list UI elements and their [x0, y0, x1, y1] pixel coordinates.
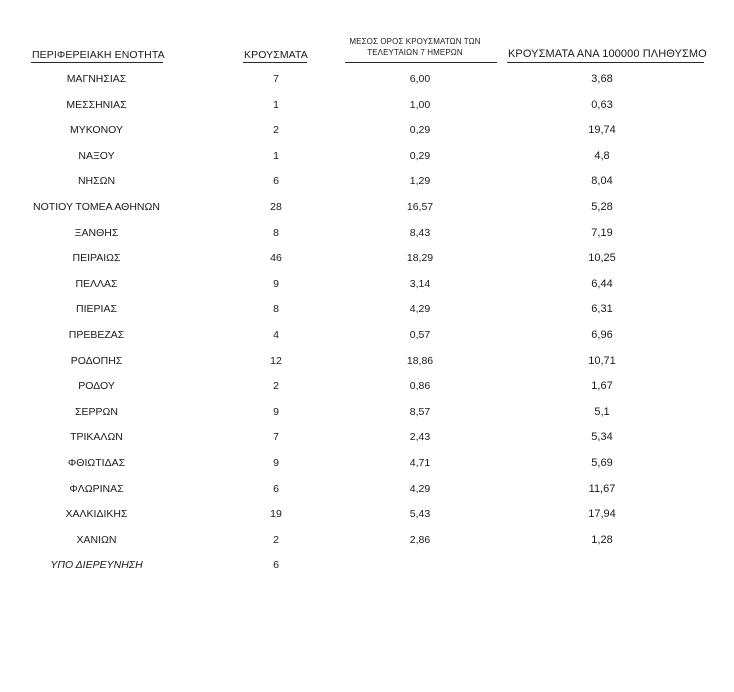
- cell-region: ΧΑΝΙΩΝ: [76, 533, 117, 546]
- cell-cases: 12: [270, 354, 282, 367]
- cell-region: ΧΑΛΚΙΔΙΚΗΣ: [65, 508, 128, 521]
- cell-region: ΜΥΚΟΝΟΥ: [69, 124, 123, 137]
- cell-avg-7d: 2,86: [409, 533, 431, 546]
- cell-per-100k: 10,71: [588, 354, 616, 367]
- cell-avg-7d: 0,29: [409, 149, 431, 162]
- cell-per-100k: 7,19: [591, 226, 613, 239]
- cell-region: ΝΑΞΟΥ: [78, 149, 115, 162]
- cell-avg-7d: 5,43: [409, 508, 431, 521]
- cell-cases: 7: [273, 73, 279, 85]
- cell-per-100k: 17,94: [588, 508, 616, 521]
- table-row: [0, 170, 734, 196]
- cell-per-100k: 10,25: [588, 252, 616, 265]
- cell-region: ΜΕΣΣΗΝΙΑΣ: [66, 98, 127, 111]
- cell-avg-7d: 0,29: [409, 124, 431, 137]
- table-row: [0, 273, 734, 299]
- cell-cases: 2: [273, 533, 279, 546]
- header-underline: [507, 62, 704, 63]
- cell-region: ΡΟΔΟΥ: [78, 380, 115, 393]
- header-underline: [243, 62, 307, 63]
- cell-cases: 6: [273, 559, 279, 572]
- table-row: [0, 478, 734, 504]
- cell-avg-7d: 4,71: [409, 456, 431, 469]
- cell-region: ΠΙΕΡΙΑΣ: [76, 303, 117, 316]
- cell-per-100k: 5,28: [591, 200, 613, 213]
- cell-region: ΡΟΔΟΠΗΣ: [70, 354, 123, 367]
- cell-avg-7d: 1,00: [409, 98, 431, 111]
- cell-avg-7d: 1,29: [409, 175, 431, 188]
- cell-cases: 6: [273, 482, 279, 495]
- cell-avg-7d: 3,14: [409, 277, 431, 290]
- cell-cases: 9: [273, 405, 279, 418]
- table-row: [0, 298, 734, 324]
- table-row: [0, 196, 734, 222]
- table-row: [0, 375, 734, 401]
- table-row: [0, 503, 734, 529]
- cell-per-100k: 8,04: [591, 175, 613, 188]
- table-row: [0, 426, 734, 452]
- cell-per-100k: 5,34: [591, 431, 613, 444]
- table-row: [0, 247, 734, 273]
- table-row: [0, 554, 734, 580]
- cell-region: ΠΕΙΡΑΙΩΣ: [72, 252, 121, 265]
- cell-cases: 28: [270, 200, 282, 213]
- cell-cases: 8: [273, 303, 279, 316]
- header-underline: [345, 62, 497, 63]
- cell-region: ΠΕΛΛΑΣ: [75, 277, 118, 290]
- table-row: [0, 452, 734, 478]
- table-row: [0, 324, 734, 350]
- header-per-100k: ΚΡΟΥΣΜΑΤΑ ΑΝΑ 100000 ΠΛΗΘΥΣΜΟ: [508, 48, 707, 60]
- cell-region: ΝΟΤΙΟΥ ΤΟΜΕΑ ΑΘΗΝΩΝ: [33, 200, 160, 213]
- cell-region: ΣΕΡΡΩΝ: [75, 405, 118, 418]
- cell-cases: 8: [273, 226, 279, 239]
- table-row: [0, 401, 734, 427]
- cell-per-100k: 1,28: [591, 533, 613, 546]
- cell-per-100k: 1,67: [591, 380, 613, 393]
- header-cases: ΚΡΟΥΣΜΑΤΑ: [244, 49, 308, 61]
- cell-region: ΠΡΕΒΕΖΑΣ: [68, 328, 125, 341]
- cell-avg-7d: 18,29: [406, 252, 434, 265]
- cell-per-100k: 6,96: [591, 328, 613, 341]
- cell-avg-7d: 0,57: [409, 328, 431, 341]
- cell-avg-7d: 2,43: [409, 431, 431, 444]
- cell-cases: 7: [273, 431, 279, 444]
- cell-per-100k: 19,74: [588, 124, 616, 137]
- cell-region: ΜΑΓΝΗΣΙΑΣ: [66, 73, 127, 85]
- cell-cases: 9: [273, 456, 279, 469]
- cell-avg-7d: 8,57: [409, 405, 431, 418]
- cell-region: ΦΛΩΡΙΝΑΣ: [69, 482, 124, 495]
- cell-avg-7d: 16,57: [406, 200, 434, 213]
- cell-avg-7d: 0,86: [409, 380, 431, 393]
- header-region: ΠΕΡΙΦΕΡΕΙΑΚΗ ΕΝΟΤΗΤΑ: [32, 49, 165, 61]
- cell-cases: 2: [273, 124, 279, 137]
- table-header: [0, 36, 734, 64]
- cell-per-100k: 5,1: [594, 405, 610, 418]
- cell-per-100k: 6,44: [591, 277, 613, 290]
- table-row: [0, 68, 734, 94]
- cell-cases: 46: [270, 252, 282, 265]
- cell-per-100k: 5,69: [591, 456, 613, 469]
- cell-cases: 6: [273, 175, 279, 188]
- header-avg-7d: ΜΕΣΟΣ ΟΡΟΣ ΚΡΟΥΣΜΑΤΩΝ ΤΩΝ ΤΕΛΕΥΤΑΙΩΝ 7 ΗΜΕΡΩΝ: [349, 37, 481, 57]
- cell-cases: 19: [270, 508, 282, 521]
- table-row: [0, 94, 734, 120]
- cell-region: ΦΘΙΩΤΙΔΑΣ: [67, 456, 126, 469]
- cell-avg-7d: 18,86: [406, 354, 434, 367]
- cell-avg-7d: 6,00: [409, 73, 431, 85]
- table-body: [0, 68, 734, 580]
- table-row: [0, 119, 734, 145]
- cell-per-100k: 0,63: [591, 98, 613, 111]
- cell-region: ΝΗΣΩΝ: [77, 175, 116, 188]
- cell-region: ΤΡΙΚΑΛΩΝ: [70, 431, 123, 444]
- cell-per-100k: 4,8: [594, 149, 610, 162]
- table-row: [0, 145, 734, 171]
- cell-region: ΥΠΟ ΔΙΕΡΕΥΝΗΣΗ: [50, 559, 143, 572]
- table-row: [0, 350, 734, 376]
- cell-cases: 1: [273, 98, 279, 111]
- cell-per-100k: 11,67: [588, 482, 616, 495]
- header-underline: [31, 62, 163, 63]
- table-row: [0, 222, 734, 248]
- cell-cases: 9: [273, 277, 279, 290]
- cell-cases: 4: [273, 328, 279, 341]
- cell-avg-7d: 4,29: [409, 303, 431, 316]
- cell-region: ΞΑΝΘΗΣ: [74, 226, 119, 239]
- cell-avg-7d: 4,29: [409, 482, 431, 495]
- cell-per-100k: 3,68: [591, 73, 613, 85]
- cell-per-100k: 6,31: [591, 303, 613, 316]
- cell-cases: 2: [273, 380, 279, 393]
- cell-cases: 1: [273, 149, 279, 162]
- table-row: [0, 529, 734, 555]
- cell-avg-7d: 8,43: [409, 226, 431, 239]
